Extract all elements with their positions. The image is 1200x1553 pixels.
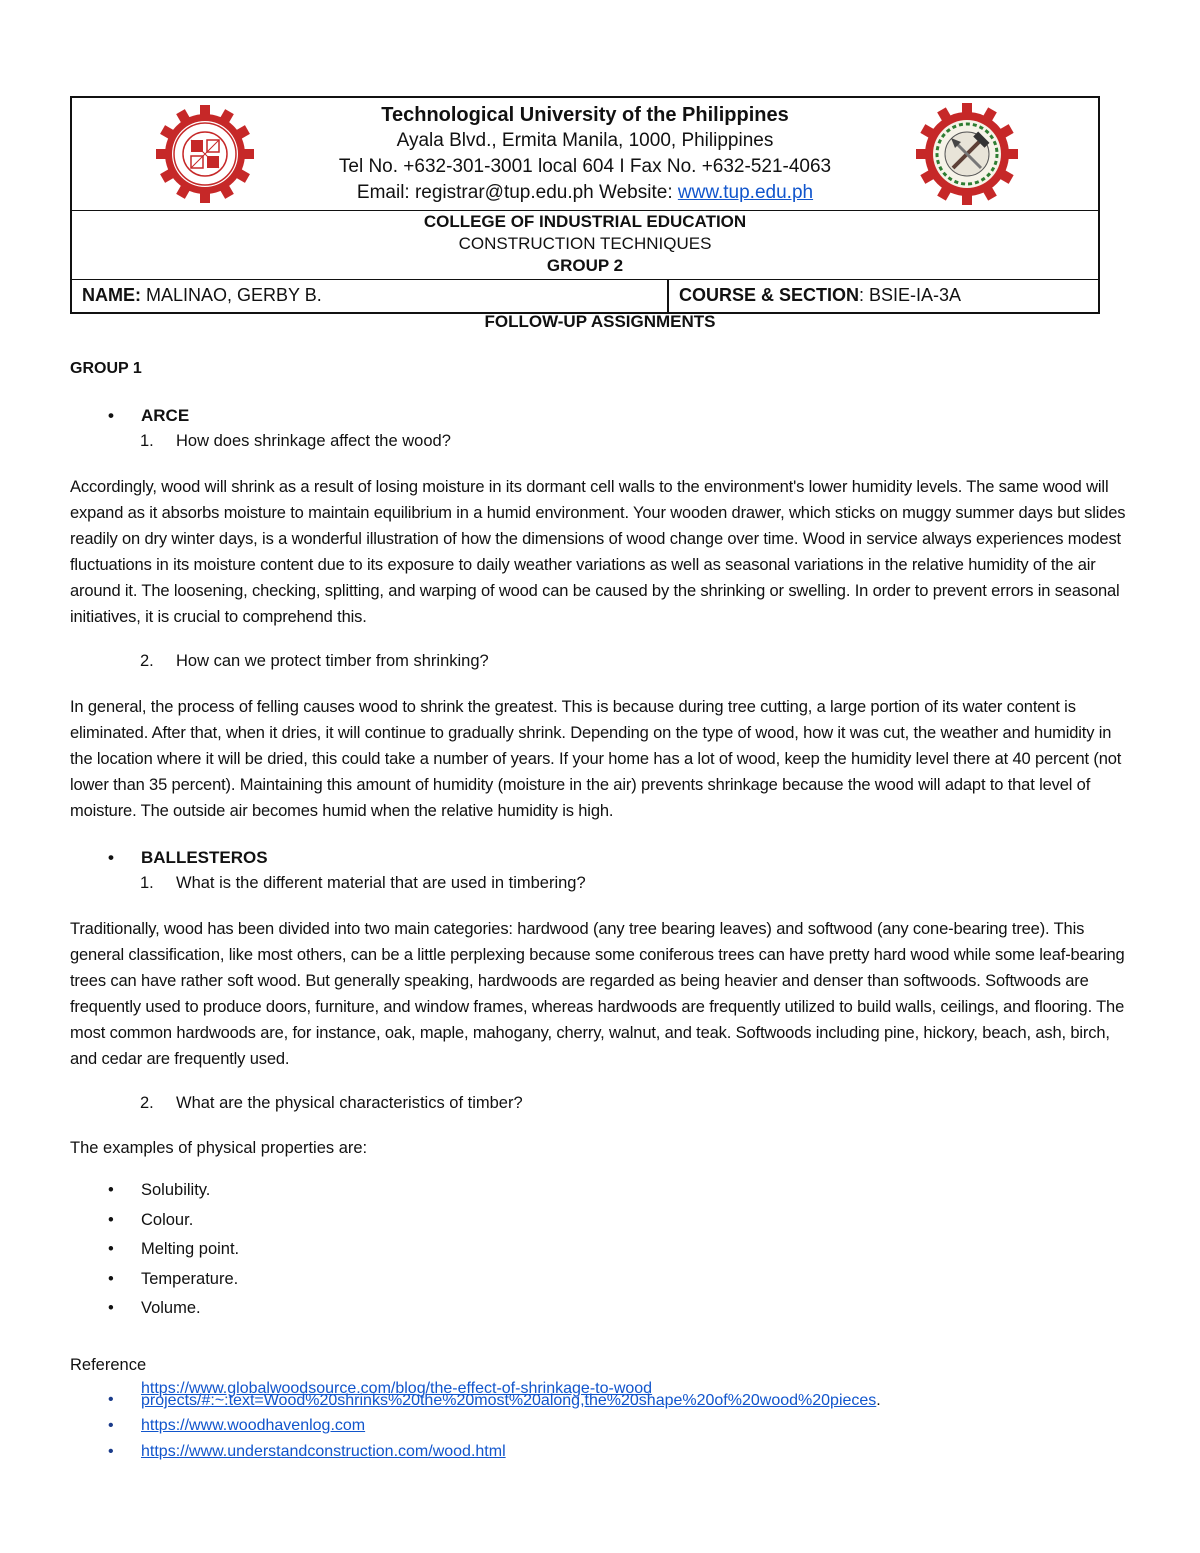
section-name: [108, 406, 189, 426]
college-info: [72, 211, 1098, 280]
bullet-icon: •: [108, 1210, 114, 1229]
question: [140, 432, 451, 451]
group-heading: GROUP 1: [70, 360, 142, 377]
reference-link[interactable]: https://www.globalwoodsource.com/blog/the-effect-of-shrinkage-to-wood: [141, 1380, 653, 1397]
tup-seal-logo: [146, 104, 264, 204]
university-address: Ayala Blvd., Ermita Manila, 1000, Philippines: [396, 130, 774, 151]
answer-paragraph: In general, the process of felling causes wood to shrink the greatest. This is because during tree cutting, a large portion of its water content is eliminated. After that, when it dries, it will continue to gradually shrink. Depending on the type of wood, how it was cut, the weather and humidity in the location where it will be dried, this could take a number of years. If your home has a lot of wood, keep the humidity level there at 40 percent (not lower than 35 percent). Maintaining this amount of humidity (moisture in the air) prevents shrinkage because the wood will adapt to that level of moisture. The outside air becomes humid when the relative humidity is high.: [70, 698, 1122, 820]
reference-item: [108, 1439, 901, 1465]
university-name: Technological University of the Philippines: [381, 104, 789, 126]
question: [140, 652, 489, 671]
question-text: How does shrinkage affect the wood?: [176, 432, 451, 450]
question-number: 1.: [140, 432, 154, 450]
list-item: • Temperature.: [108, 1265, 239, 1295]
question-number: 2.: [140, 1094, 154, 1112]
section-name: [108, 848, 268, 868]
course-label: COURSE & SECTION: [679, 285, 860, 305]
name-cell: [72, 280, 669, 312]
university-email-line: [252, 180, 918, 206]
list-item: • Solubility.: [108, 1176, 239, 1206]
question-number: 1.: [140, 874, 154, 892]
bullet-icon: •: [108, 406, 114, 425]
email-text: Email: registrar@tup.edu.ph Website:: [356, 182, 678, 203]
college-seal-logo: [910, 102, 1024, 206]
letterhead-top: [72, 98, 1098, 211]
course-cell: [669, 280, 1098, 312]
bullet-icon: •: [108, 1269, 114, 1288]
question-text: What are the physical characteristics of timber?: [176, 1094, 523, 1112]
list-item: • Melting point.: [108, 1235, 239, 1265]
name-value: MALINAO, GERBY B.: [141, 285, 322, 305]
answer-paragraph: Accordingly, wood will shrink as a result of losing moisture in its dormant cell walls to the environment's lower humidity levels. The same wood will expand as it absorbs moisture to maintain equilibrium in a humid environment. Your wooden drawer, which sticks on muggy summer days but slides readily on dry winter days, is a wonderful illustration of how the dimensions of wood change over time. Wood in service always experiences modest fluctuations in its moisture content due to its exposure to daily weather variations as well as seasonal variations in the relative humidity of the air around it. The loosening, checking, splitting, and warping of wood can be caused by the shrinking or swelling. In order to prevent errors in seasonal initiatives, it is crucial to comprehend this.: [70, 478, 1126, 626]
student-info-row: [72, 280, 1098, 312]
document-title: FOLLOW-UP ASSIGNMENTS: [484, 312, 716, 331]
list-item: • Colour.: [108, 1206, 239, 1236]
bullet-icon: •: [108, 1443, 114, 1460]
list-intro: The examples of physical properties are:: [70, 1139, 368, 1157]
properties-list: [108, 1176, 239, 1324]
question: [140, 874, 586, 893]
bullet-icon: •: [108, 848, 114, 867]
university-phone: Tel No. +632-301-3001 local 604 I Fax No. +632-521-4063: [338, 156, 832, 177]
website-link[interactable]: www.tup.edu.ph: [677, 182, 814, 203]
bullet-icon: •: [108, 1240, 114, 1258]
subject-name: CONSTRUCTION TECHNIQUES: [458, 234, 712, 253]
bullet-icon: •: [108, 1417, 114, 1434]
section-name-text: BALLESTEROS: [141, 848, 268, 867]
reference-label: Reference: [70, 1356, 147, 1374]
bullet-icon: •: [108, 1299, 114, 1317]
reference-item: [108, 1378, 901, 1413]
college-name: COLLEGE OF INDUSTRIAL EDUCATION: [423, 212, 747, 231]
reference-link-wrap: [141, 1378, 901, 1409]
letterhead-table: [70, 96, 1100, 314]
question-text: What is the different material that are used in timbering?: [176, 874, 586, 892]
bullet-icon: •: [108, 1181, 114, 1199]
name-label: NAME:: [82, 285, 141, 305]
reference-link-continued: [141, 1388, 881, 1414]
question-text: How can we protect timber from shrinking?: [176, 652, 489, 670]
question: [140, 1094, 523, 1113]
university-info: [252, 102, 918, 206]
reference-link[interactable]: https://www.woodhavenlog.com: [141, 1417, 366, 1434]
list-item: • Volume.: [108, 1294, 239, 1324]
reference-link[interactable]: projects/#:~:text=Wood%20shrinks%20the%20most%20along,the%20shape%20of%20wood%20pieces: [141, 1392, 877, 1409]
question-number: 2.: [140, 652, 154, 670]
reference-suffix: .: [876, 1392, 881, 1409]
bullet-icon: •: [108, 1391, 114, 1408]
group-name: GROUP 2: [546, 256, 624, 275]
answer-paragraph: Traditionally, wood has been divided into two main categories: hardwood (any tree bearing leaves) and softwood (any cone-bearing tree). This general classification, like most others, can be a little perplexing because some coniferous trees can have pretty hard wood while some leaf-bearing trees can have rather soft wood. But generally speaking, hardwoods are regarded as being heavier and denser than softwoods. Softwoods are frequently used to produce doors, furniture, and window frames, whereas hardwoods are frequently utilized to build walls, ceilings, and flooring. The most common hardwoods are, for instance, oak, maple, mahogany, cherry, walnut, and teak. Softwoods including pine, hickory, beach, ash, birch, and cedar are frequently used.: [70, 920, 1125, 1068]
reference-link[interactable]: https://www.understandconstruction.com/wood.html: [141, 1443, 506, 1460]
reference-list: [108, 1378, 901, 1465]
course-value: : BSIE-IA-3A: [859, 285, 962, 305]
section-name-text: ARCE: [141, 406, 190, 425]
reference-item: [108, 1413, 901, 1439]
